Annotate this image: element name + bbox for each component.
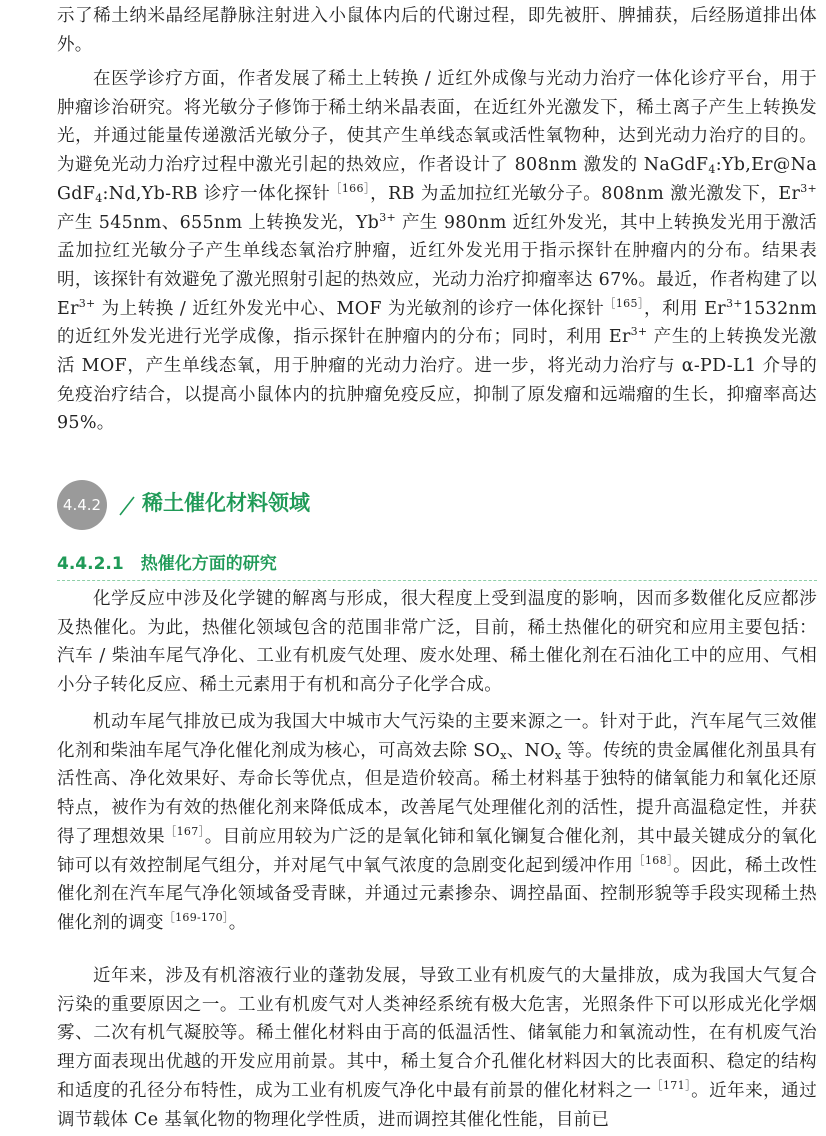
subscript: 4 <box>95 191 103 205</box>
paragraph-organic-waste-gas <box>57 962 817 1134</box>
section-title: 稀土催化材料领域 <box>142 491 310 515</box>
paragraph-vehicle-exhaust <box>57 708 817 938</box>
text-span: ，RB 为孟加拉红光敏分子。808nm 激光激发下，Er <box>370 183 801 204</box>
text-span: 、NO <box>506 740 555 761</box>
text-span: 。近年来，通过调节载体 Ce 基氧化物的物理化学性质，进而调控其催化性能，目前已 <box>57 1080 817 1130</box>
paragraph-text: 化学反应中涉及化学键的解离与形成，很大程度上受到温度的影响，因而多数催化反应都涉及热催化。为此，热催化领域包含的范围非常广泛，目前，稀土热催化的研究和应用主要包括：汽车 / 柴油车尾气净化、工业有机废气处理、废水处理、稀土催化剂在石油化工中的应用、气相小分子转化反应、稀土元素用于有机和高分子化学合成。 <box>57 589 817 696</box>
paragraph-thermal-catalysis <box>57 585 817 700</box>
text-span: 机动车尾气排放已成为我国大中城市大气污染的主要来源之一。针对于此，汽车尾气三效催化剂和柴油车尾气净化催化剂成为核心，可高效去除 SO <box>57 712 817 761</box>
text-span: 产生的上转换发光激活 MOF，产生单线态氧，用于肿瘤的光动力治疗。进一步，将光动力治疗与 α-PD-L1 介导的免疫治疗结合，以提高小鼠体内的抗肿瘤免疫反应，抑制了原发瘤和远端瘤的生长，抑瘤率高达 95%。 <box>57 327 818 434</box>
subscript: x <box>554 748 562 762</box>
text-span: 为上转换 / 近红外发光中心、MOF 为光敏剂的诊疗一体化探针 <box>95 298 605 319</box>
superscript: 3+ <box>379 210 397 224</box>
text-span: 近年来，涉及有机溶液行业的蓬勃发展，导致工业有机废气的大量排放，成为我国大气复合污染的重要原因之一。工业有机废气对人类神经系统有极大危害，光照条件下可以形成光化学烟雾、二次有机气凝胶等。稀土催化材料由于高的低温活性、储氧能力和氧流动性，在有机废气治理方面表现出优越的开发应用前景。其中，稀土复合介孔催化材料因大的比表面积、稳定的结构和适度的孔径分布特性，成为工业有机废气净化中最有前景的催化材料之一 <box>57 966 817 1101</box>
section-number-badge: 4.4.2 <box>57 480 107 530</box>
text-span: 。 <box>228 912 247 933</box>
citation-ref: ［165］ <box>604 296 645 310</box>
superscript: 3+ <box>78 296 96 310</box>
citation-ref: ［171］ <box>651 1078 692 1092</box>
citation-ref: ［168］ <box>633 853 674 867</box>
text-span: 。目前应用较为广泛的是氧化铈和氧化镧复合催化剂，其中最关键成分的氧化铈可以有效控制尾气组分，并对尾气中氧气浓度的急剧变化起到缓冲作用 <box>57 826 817 876</box>
subsection-divider <box>57 580 817 581</box>
paragraph-medical-diagnosis <box>57 65 817 438</box>
slash-divider-icon <box>114 489 140 519</box>
text-span: 。因此，稀土改性催化剂在汽车尾气净化领域备受青睐，并通过元素掺杂、调控晶面、控制形貌等手段实现稀土热催化剂的调变 <box>57 855 817 933</box>
subsection-title: 4.4.2.1 热催化方面的研究 <box>57 554 277 574</box>
citation-ref: ［167］ <box>165 824 205 838</box>
subscript: x <box>500 748 507 762</box>
paragraph-text: 示了稀土纳米晶经尾静脉注射进入小鼠体内后的代谢过程，即先被肝、脾捕获，后经肠道排出体外。 <box>57 6 817 55</box>
superscript: 3+ <box>725 296 743 310</box>
subscript: 4 <box>708 163 716 177</box>
text-span: 1532nm 的近红外发光进行光学成像，指示探针在肿瘤内的分布；同时，利用 Er <box>57 298 817 348</box>
text-span: 等。传统的贵金属催化剂虽具有活性高、净化效果好、寿命长等优点，但是造价较高。稀土材料基于独特的储氧能力和氧化还原特点，被作为有效的热催化剂来降低成本，改善尾气处理催化剂的活性，提升高温稳定性，并获得了理想效果 <box>57 740 818 847</box>
citation-ref: ［169-170］ <box>163 910 229 924</box>
text-span: 产生 980nm 近红外发光，其中上转换发光用于激活孟加拉红光敏分子产生单线态氧治疗肿瘤，近红外发光用于指示探针在肿瘤内的分布。结果表明，该探针有效避免了激光照射引起的热效应，光动力治疗抑瘤率达 67%。最近，作者构建了以 Er <box>57 212 817 319</box>
text-span: ，利用 Er <box>644 298 726 319</box>
superscript: 3+ <box>800 181 818 195</box>
text-span: 产生 545nm、655nm 上转换发光，Yb <box>57 212 380 233</box>
text-span: 在医学诊疗方面，作者发展了稀土上转换 / 近红外成像与光动力治疗一体化诊疗平台，用于肿瘤诊治研究。将光敏分子修饰于稀土纳米晶表面，在近红外光激发下，稀土离子产生上转换发光，并通过能量传递激活光敏分子，使其产生单线态氧或活性氧物种，达到光动力治疗的目的。为避免光动力治疗过程中激光引起的热效应，作者设计了 808nm 激发的 NaGdF <box>57 69 817 176</box>
text-span: :Nd,Yb-RB 诊疗一体化探针 <box>102 183 331 204</box>
text-span: :Yb,Er@NaGdF <box>57 155 817 204</box>
citation-ref: ［166］ <box>330 181 371 195</box>
superscript: 3+ <box>630 325 648 339</box>
paragraph-continuation <box>57 2 817 59</box>
